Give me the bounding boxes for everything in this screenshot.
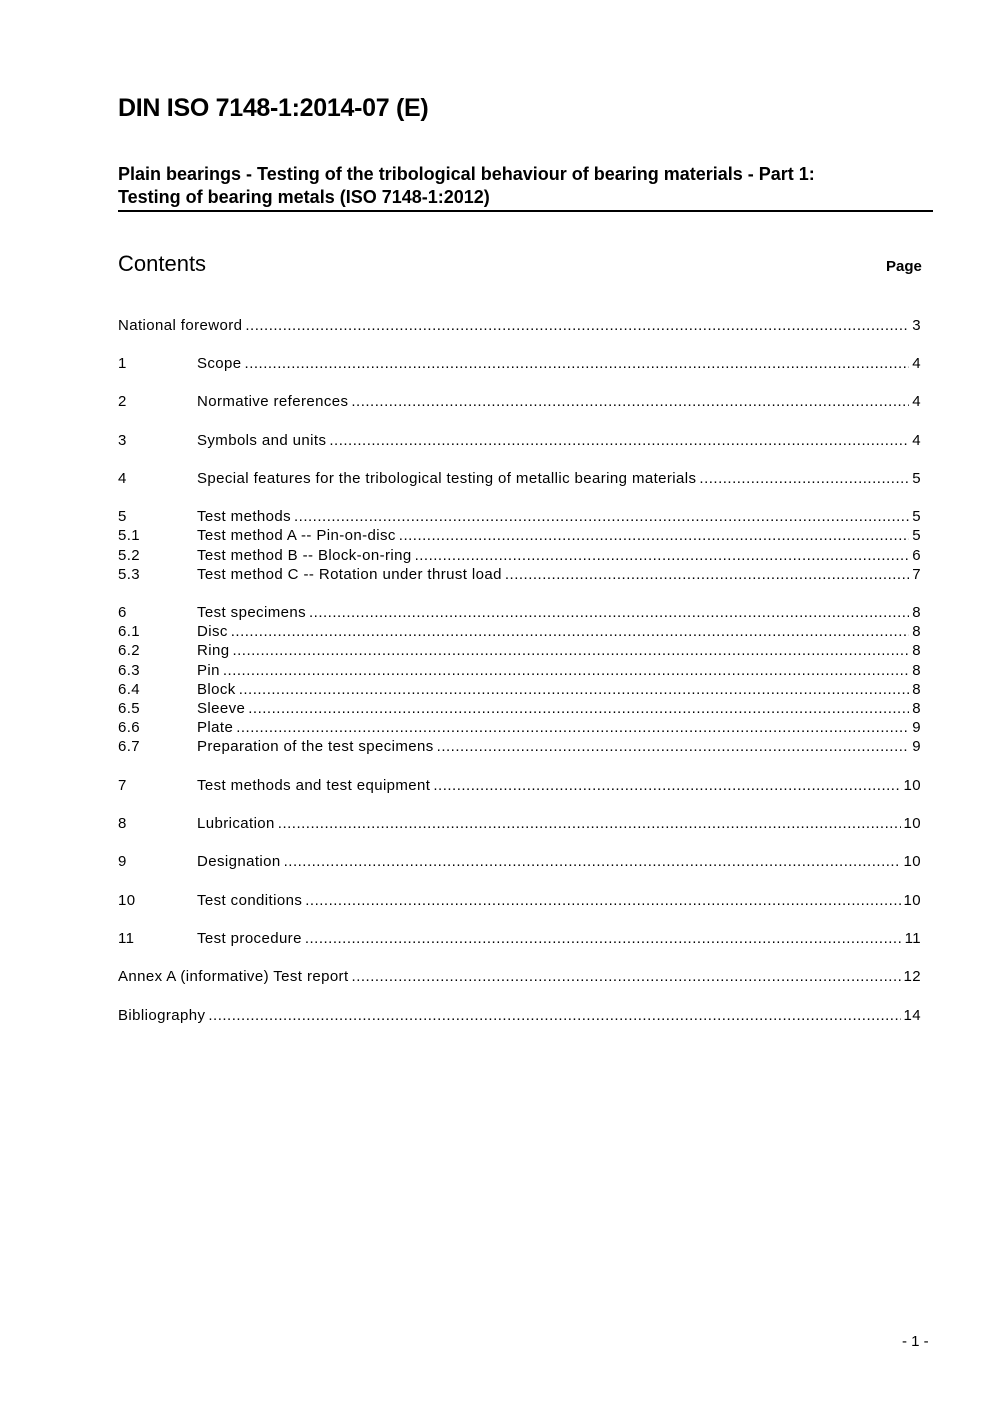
toc-entry-number: 6.1 <box>118 623 141 640</box>
toc-entry-title: Test specimens <box>197 604 306 621</box>
toc-entry-page: 5 <box>912 470 921 487</box>
document-id: DIN ISO 7148-1:2014-07 (E) <box>118 94 429 122</box>
toc-entry[interactable] <box>118 469 921 488</box>
toc-entry[interactable] <box>118 929 921 948</box>
toc-dot-leader <box>433 776 900 795</box>
toc-entry-title: Plate <box>197 719 234 736</box>
toc-entry-title: Lubrication <box>197 815 275 832</box>
toc-entry[interactable] <box>118 546 921 565</box>
toc-dot-leader <box>305 891 900 910</box>
toc-entry-title: Normative references <box>197 393 349 410</box>
toc-entry-title: Test method B -- Block-on-ring <box>197 547 412 564</box>
page-column-heading: Page <box>886 258 922 275</box>
toc-entry-title: Scope <box>197 355 242 372</box>
toc-entry-number: 5.2 <box>118 547 141 564</box>
toc-entry[interactable] <box>118 641 921 660</box>
toc-entry-title: Disc <box>197 623 228 640</box>
toc-dot-leader <box>232 641 909 660</box>
toc-entry-page: 4 <box>912 432 921 449</box>
toc-entry-page: 5 <box>912 508 921 525</box>
toc-entry-number: 3 <box>118 432 127 449</box>
toc-entry-page: 10 <box>903 815 921 832</box>
contents-heading: Contents <box>118 251 207 276</box>
toc-entry-number: 4 <box>118 470 127 487</box>
toc-entry-page: 9 <box>912 719 921 736</box>
toc-dot-leader <box>351 392 909 411</box>
toc-entry[interactable] <box>118 814 921 833</box>
toc-dot-leader <box>352 967 901 986</box>
toc-entry-title: Test procedure <box>197 930 302 947</box>
toc-entry-title: Ring <box>197 642 230 659</box>
toc-entry-title: Annex A (informative) Test report <box>118 968 349 985</box>
toc-entry-title: Test conditions <box>197 892 303 909</box>
toc-entry-page: 5 <box>912 527 921 544</box>
toc-entry-number: 6.3 <box>118 662 141 679</box>
toc-entry[interactable] <box>118 392 921 411</box>
toc-entry-number: 6.4 <box>118 681 141 698</box>
toc-entry-page: 8 <box>912 642 921 659</box>
toc-entry-title: Test methods and test equipment <box>197 777 431 794</box>
toc-entry[interactable] <box>118 737 921 756</box>
toc-entry-title: Pin <box>197 662 220 679</box>
toc-entry-number: 6.7 <box>118 738 141 755</box>
toc-dot-leader <box>415 546 910 565</box>
toc-entry[interactable] <box>118 718 921 737</box>
toc-entry-title: Special features for the tribological testing of metallic bearing materials <box>197 470 697 487</box>
toc-entry[interactable] <box>118 507 921 526</box>
toc-dot-leader <box>305 929 902 948</box>
toc-entry-number: 11 <box>118 930 135 947</box>
toc-entry[interactable] <box>118 967 921 986</box>
toc-entry-page: 6 <box>912 547 921 564</box>
toc-entry-number: 6 <box>118 604 127 621</box>
toc-entry[interactable] <box>118 1006 921 1025</box>
toc-dot-leader <box>223 661 909 680</box>
toc-entry[interactable] <box>118 699 921 718</box>
table-of-contents <box>118 0 921 1403</box>
toc-entry[interactable] <box>118 891 921 910</box>
toc-entry[interactable] <box>118 526 921 545</box>
toc-entry[interactable] <box>118 354 921 373</box>
toc-dot-leader <box>505 565 909 584</box>
toc-entry-page: 8 <box>912 604 921 621</box>
toc-entry-number: 5 <box>118 508 127 525</box>
toc-entry-number: 1 <box>118 355 127 372</box>
toc-entry[interactable] <box>118 622 921 641</box>
toc-dot-leader <box>309 603 909 622</box>
toc-entry-title: Designation <box>197 853 281 870</box>
toc-entry-number: 6.2 <box>118 642 141 659</box>
toc-entry[interactable] <box>118 565 921 584</box>
document-title-line-1: Plain bearings - Testing of the tribological behaviour of bearing materials - Part 1: <box>118 164 815 184</box>
toc-entry-title: Test method A -- Pin-on-disc <box>197 527 396 544</box>
toc-dot-leader <box>231 622 909 641</box>
toc-dot-leader <box>437 737 910 756</box>
toc-entry-page: 7 <box>912 566 921 583</box>
toc-entry-title: National foreword <box>118 317 243 334</box>
toc-entry-page: 9 <box>912 738 921 755</box>
toc-entry-number: 8 <box>118 815 127 832</box>
toc-entry-number: 5.3 <box>118 566 141 583</box>
toc-entry[interactable] <box>118 603 921 622</box>
toc-entry-title: Test methods <box>197 508 292 525</box>
toc-entry-page: 8 <box>912 700 921 717</box>
toc-dot-leader <box>399 526 909 545</box>
page-number: - 1 - <box>902 1333 929 1350</box>
toc-entry-page: 11 <box>904 930 921 947</box>
toc-dot-leader <box>329 431 909 450</box>
toc-entry-page: 10 <box>903 777 921 794</box>
toc-dot-leader <box>208 1006 900 1025</box>
toc-entry-number: 6.6 <box>118 719 141 736</box>
toc-entry-number: 7 <box>118 777 127 794</box>
toc-entry-page: 8 <box>912 681 921 698</box>
toc-entry-number: 2 <box>118 393 127 410</box>
toc-entry-number: 10 <box>118 892 136 909</box>
toc-dot-leader <box>248 699 909 718</box>
toc-entry-page: 14 <box>903 1007 921 1024</box>
toc-dot-leader <box>245 316 909 335</box>
toc-entry-page: 10 <box>903 892 921 909</box>
toc-entry-title: Preparation of the test specimens <box>197 738 434 755</box>
toc-entry[interactable] <box>118 852 921 871</box>
toc-entry-title: Symbols and units <box>197 432 327 449</box>
toc-entry-page: 4 <box>912 355 921 372</box>
toc-dot-leader <box>245 354 910 373</box>
toc-entry-page: 12 <box>903 968 921 985</box>
toc-entry-page: 4 <box>912 393 921 410</box>
toc-entry-title: Test method C -- Rotation under thrust load <box>197 566 502 583</box>
toc-dot-leader <box>284 852 901 871</box>
toc-entry-title: Block <box>197 681 236 698</box>
toc-entry[interactable] <box>118 316 921 335</box>
toc-entry-number: 9 <box>118 853 127 870</box>
toc-entry-page: 10 <box>903 853 921 870</box>
toc-entry-page: 8 <box>912 662 921 679</box>
toc-entry[interactable] <box>118 776 921 795</box>
toc-entry-number: 6.5 <box>118 700 141 717</box>
toc-dot-leader <box>239 680 910 699</box>
toc-entry-title: Bibliography <box>118 1007 206 1024</box>
toc-entry-number: 5.1 <box>118 527 141 544</box>
toc-entry-page: 8 <box>912 623 921 640</box>
toc-dot-leader <box>236 718 909 737</box>
toc-dot-leader <box>278 814 901 833</box>
toc-entry[interactable] <box>118 680 921 699</box>
toc-entry-page: 3 <box>912 317 921 334</box>
toc-dot-leader <box>294 507 909 526</box>
toc-entry-title: Sleeve <box>197 700 246 717</box>
toc-entry[interactable] <box>118 431 921 450</box>
document-title-line-2: Testing of bearing metals (ISO 7148-1:2012) <box>118 187 490 207</box>
toc-dot-leader <box>699 469 909 488</box>
toc-entry[interactable] <box>118 661 921 680</box>
